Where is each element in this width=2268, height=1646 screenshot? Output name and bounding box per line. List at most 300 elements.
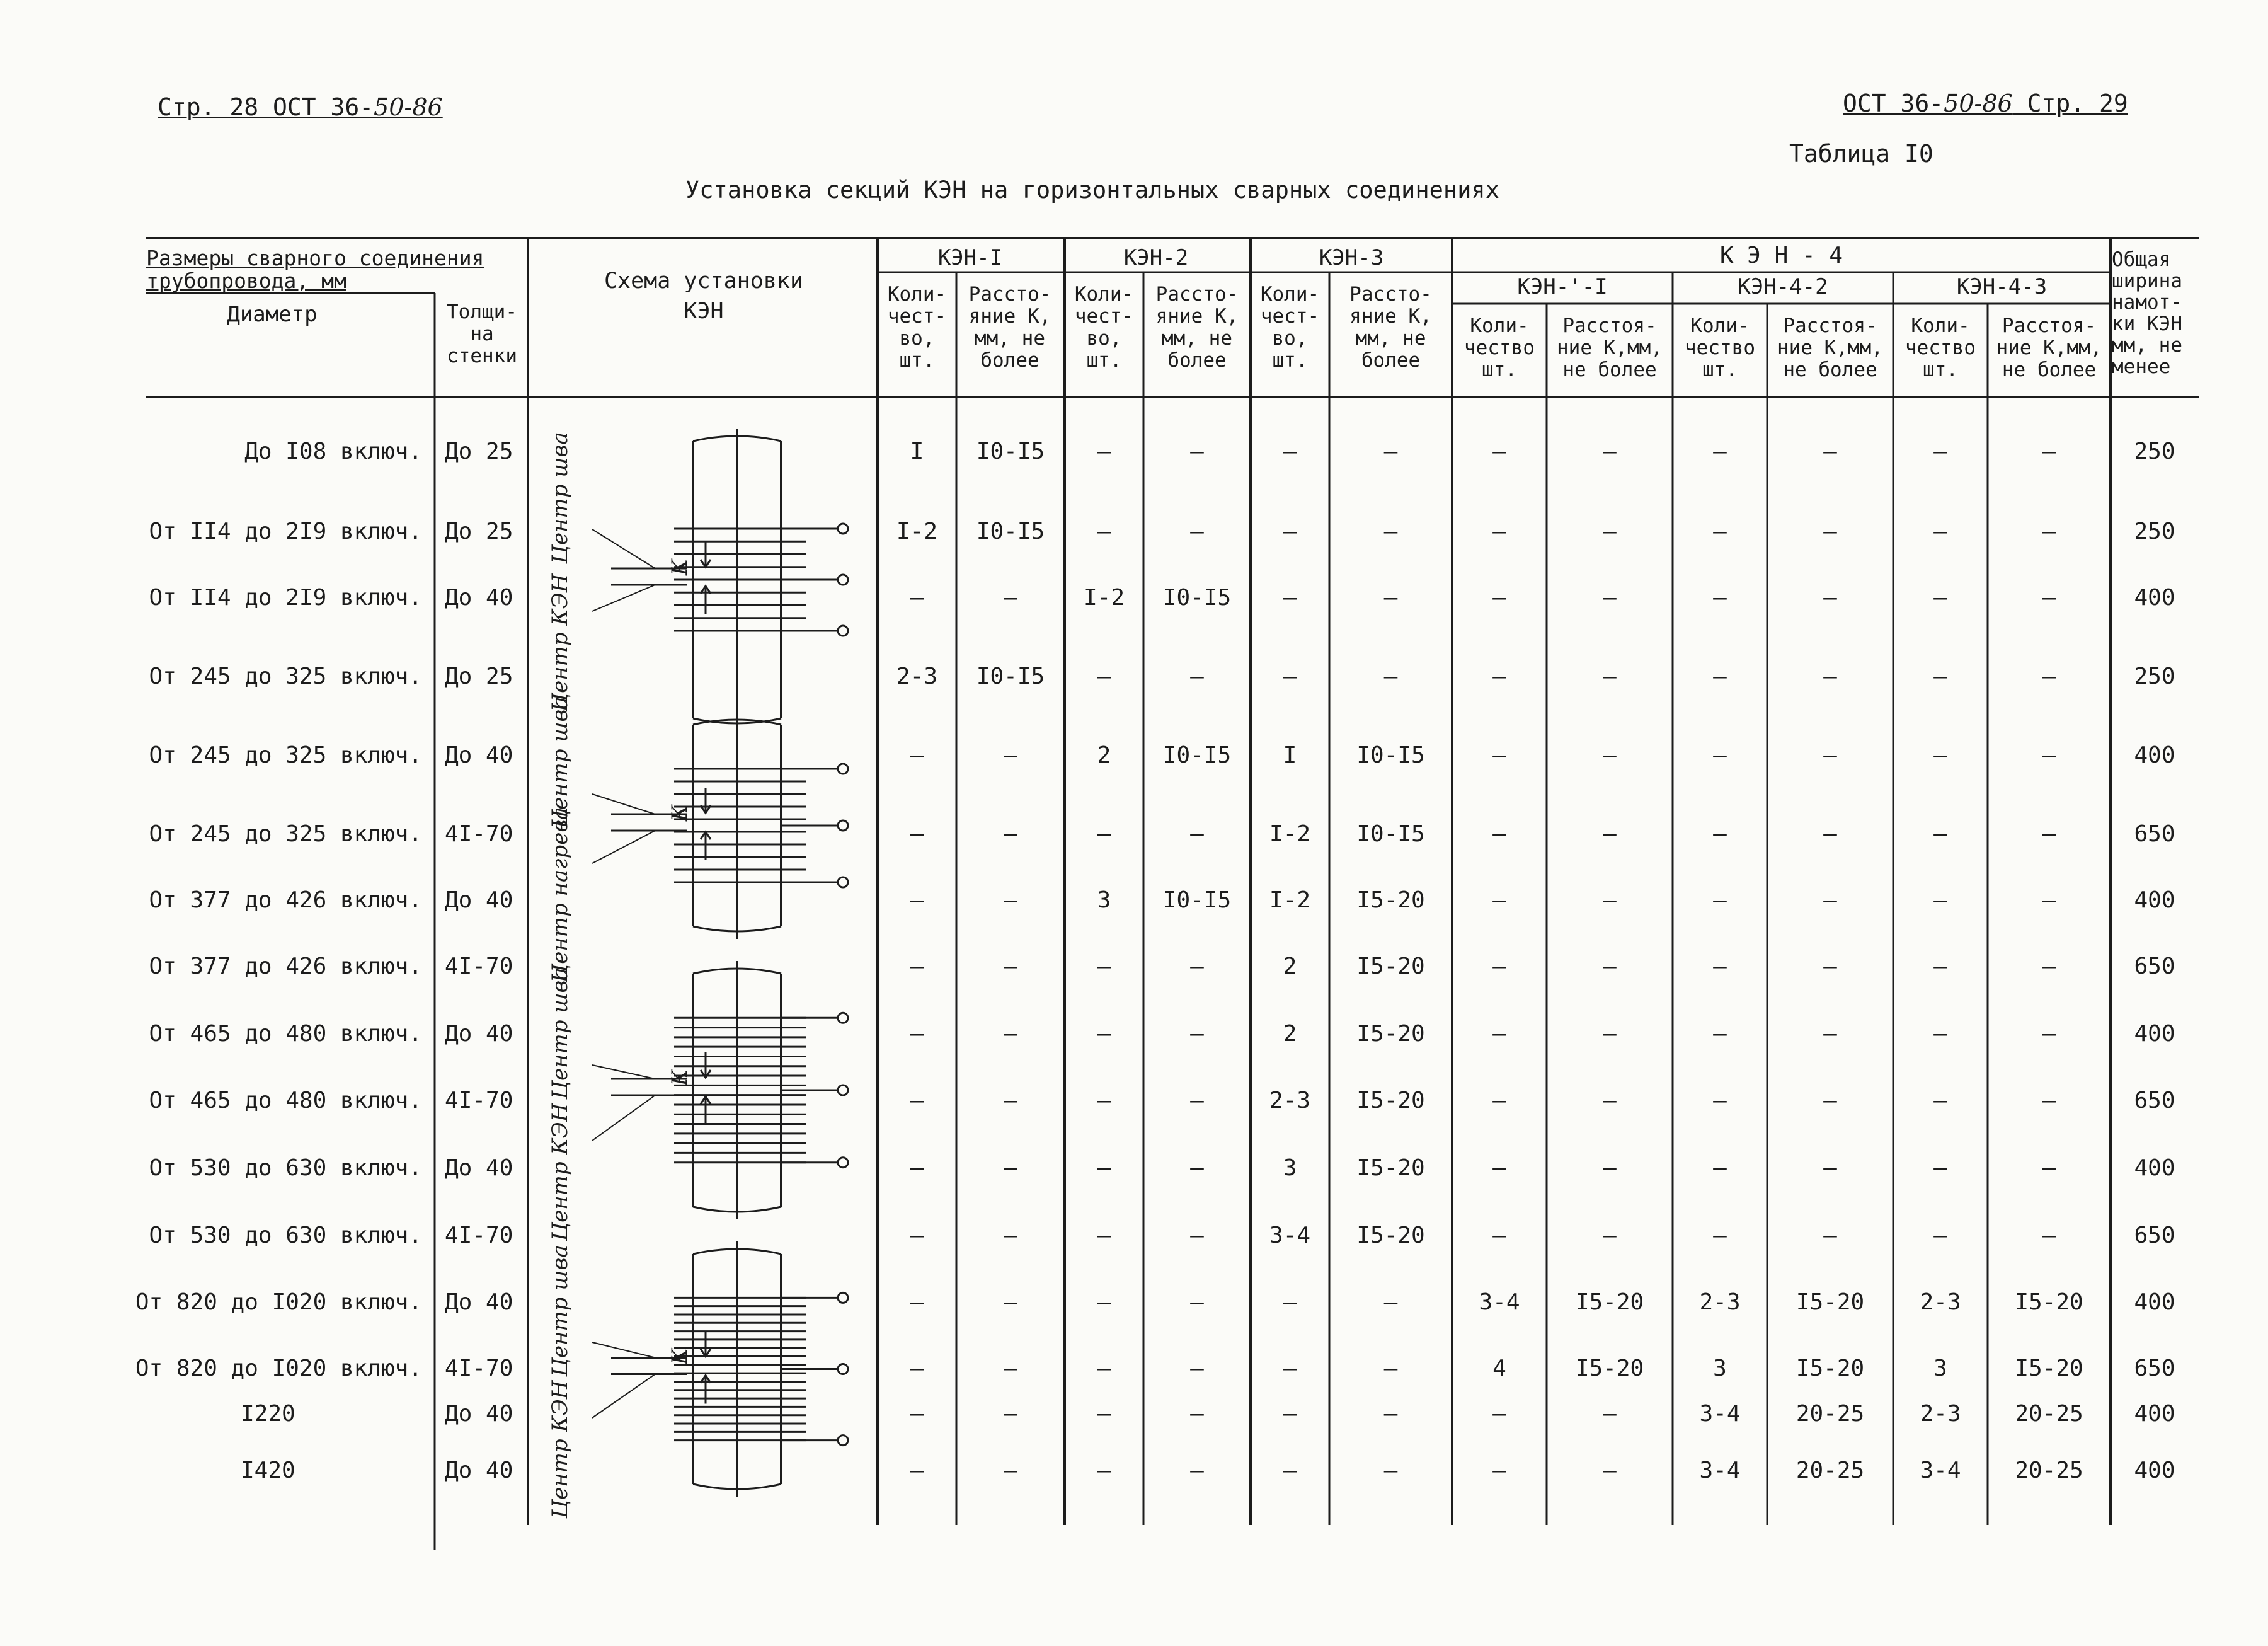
cell-value: – [1190, 1021, 1204, 1047]
cell-value: 650 [2134, 953, 2175, 979]
cell-value: – [1383, 1355, 1398, 1381]
cell-wall: До 40 [445, 1458, 513, 1483]
weld-centre-label: Центр шва [547, 1245, 573, 1377]
cell-value: 2 [1283, 953, 1297, 979]
cell-value: 2-3 [1920, 1289, 1961, 1315]
cell-value: – [1190, 1401, 1204, 1427]
cell-value: – [1933, 821, 1947, 847]
cell-wall: До 40 [445, 742, 513, 768]
terminal-icon [838, 1158, 848, 1168]
cell-value: I0-I5 [976, 439, 1045, 464]
header-ken2-dist: Рассто- яние К, мм, не более [1155, 283, 1239, 372]
cell-value: – [1492, 1401, 1506, 1427]
cell-value: I0-I5 [976, 519, 1045, 544]
cell-value: 3-4 [1269, 1223, 1311, 1248]
cell-value: – [2042, 1088, 2056, 1114]
cell-value: – [1283, 585, 1297, 611]
cell-wall: До 25 [445, 664, 513, 689]
cell-value: – [1492, 742, 1506, 768]
table-number: Таблица I0 [1789, 140, 1933, 168]
installation-scheme-diagram [547, 429, 848, 731]
k-dimension-label: К [667, 804, 692, 822]
cell-wall: До 40 [445, 1401, 513, 1427]
page-number-right: Стр. 29 [2012, 89, 2128, 117]
cell-value: – [1190, 1088, 1204, 1114]
cell-value: – [1097, 1355, 1111, 1381]
header-wall: Толщи- на стенки [447, 301, 517, 367]
header-ken4-2-dist: Расстоя- ние К,мм, не более [1777, 314, 1883, 381]
cell-value: I5-20 [1356, 887, 1425, 913]
cell-value: – [1283, 519, 1297, 544]
cell-diameter: От 377 до 426 включ. [149, 953, 422, 979]
cell-value: – [1004, 742, 1017, 768]
cell-value: I-2 [1083, 585, 1125, 611]
cell-value: – [1823, 585, 1837, 611]
cell-value: I5-20 [2015, 1289, 2083, 1315]
cell-value: – [1603, 1458, 1617, 1483]
cell-wall: 4I-70 [445, 953, 513, 979]
cell-value: – [1190, 1355, 1204, 1381]
cell-value: – [1097, 1223, 1111, 1248]
cell-value: – [2042, 664, 2056, 689]
cell-diameter: От 820 до I020 включ. [135, 1289, 422, 1315]
cell-value: – [1492, 664, 1506, 689]
cell-value: – [1004, 1223, 1017, 1248]
cell-value: I5-20 [1575, 1355, 1644, 1381]
cell-value: – [1097, 1155, 1111, 1181]
cell-value: – [1492, 1021, 1506, 1047]
cell-value: – [1823, 519, 1837, 544]
terminal-icon [838, 626, 848, 636]
cell-value: – [2042, 1223, 2056, 1248]
cell-value: – [1383, 1289, 1398, 1315]
cell-value: 650 [2134, 1355, 2175, 1381]
cell-value: – [1713, 1021, 1727, 1047]
header-ken1: КЭН-I [937, 245, 1003, 270]
cell-value: I5-20 [1356, 1155, 1425, 1181]
k-dimension-arrows [701, 788, 711, 860]
cell-wall: 4I-70 [445, 821, 513, 847]
cell-value: – [1383, 1401, 1398, 1427]
cell-value: – [1823, 1223, 1837, 1248]
terminal-icon [838, 1292, 848, 1303]
cell-value: 400 [2134, 585, 2175, 611]
cell-diameter: От 245 до 325 включ. [149, 664, 422, 689]
weld-centre-label: Центр шва [547, 696, 573, 829]
cell-value: 2-3 [1269, 1088, 1311, 1114]
cell-value: – [2042, 585, 2056, 611]
k-dimension-label: К [667, 558, 692, 576]
header-ken2: КЭН-2 [1123, 245, 1189, 270]
terminal-icon [838, 1085, 848, 1095]
cell-value: 2 [1283, 1021, 1297, 1047]
cell-value: – [1933, 1223, 1947, 1248]
cell-value: – [1713, 953, 1727, 979]
cell-value: I5-20 [1356, 1088, 1425, 1114]
cell-value: – [1603, 1223, 1617, 1248]
cell-value: – [910, 1088, 924, 1114]
cell-value: – [910, 1289, 924, 1315]
k-dimension-arrows [701, 1332, 711, 1404]
cell-value: I5-20 [1575, 1289, 1644, 1315]
cell-value: – [1933, 1021, 1947, 1047]
cell-value: – [1933, 1088, 1947, 1114]
cell-value: I-2 [1269, 887, 1311, 913]
cell-value: 20-25 [2015, 1458, 2083, 1483]
cell-value: – [910, 1401, 924, 1427]
cell-value: – [1190, 1289, 1204, 1315]
cell-value: – [910, 1355, 924, 1381]
cell-value: – [1492, 585, 1506, 611]
cell-value: – [1492, 1155, 1506, 1181]
cell-value: 3-4 [1699, 1401, 1741, 1427]
cell-value: – [1283, 1401, 1297, 1427]
handwritten-doc-number: 50-86 [374, 93, 443, 121]
cell-value: 3-4 [1699, 1458, 1741, 1483]
cell-value: I0-I5 [1162, 585, 1232, 611]
leader-line [592, 794, 655, 814]
header-ken4-2-qty: Коли- чество шт. [1685, 314, 1755, 381]
cell-value: – [2042, 439, 2056, 464]
cell-value: 250 [2134, 664, 2175, 689]
cell-value: – [1283, 439, 1297, 464]
cell-value: – [1190, 953, 1204, 979]
cell-value: 2 [1097, 742, 1111, 768]
cell-value: – [910, 742, 924, 768]
leader-line [592, 1065, 655, 1079]
header-size-group: Размеры сварного соединения трубопровода, мм [146, 246, 484, 293]
cell-value: – [910, 585, 924, 611]
cell-diameter: I220 [241, 1401, 295, 1427]
cell-value: – [1004, 1155, 1017, 1181]
cell-value: – [1190, 439, 1204, 464]
cell-diameter: I420 [241, 1458, 295, 1483]
cell-value: I-2 [896, 519, 938, 544]
cell-value: – [2042, 1021, 2056, 1047]
cell-value: – [1004, 1289, 1017, 1315]
cell-value: I5-20 [2015, 1355, 2083, 1381]
cell-value: – [1383, 519, 1398, 544]
cell-diameter: От 465 до 480 включ. [149, 1021, 422, 1047]
cell-value: – [910, 1021, 924, 1047]
cell-value: – [1383, 664, 1398, 689]
header-ken4-1-dist: Расстоя- ние К,мм, не более [1557, 314, 1663, 381]
header-ken4-1-qty: Коли- чество шт. [1464, 314, 1535, 381]
cell-value: I5-20 [1356, 1223, 1425, 1248]
header-total-width: Общая ширина намот- ки КЭН мм, не менее [2112, 248, 2182, 378]
header-ken4-2: КЭН-4-2 [1738, 274, 1828, 299]
cell-diameter: До I08 включ. [244, 439, 422, 464]
cell-value: – [1603, 519, 1617, 544]
cell-value: – [1603, 821, 1617, 847]
cell-wall: 4I-70 [445, 1223, 513, 1248]
cell-wall: До 40 [445, 1021, 513, 1047]
cell-value: – [1097, 1088, 1111, 1114]
heater-centre-label: Центр КЭН [547, 1103, 573, 1241]
cell-value: I0-I5 [976, 664, 1045, 689]
cell-value: – [1823, 1021, 1837, 1047]
k-dimension-arrows [701, 542, 711, 614]
cell-value: – [910, 1155, 924, 1181]
k-dimension-label: К [667, 1348, 692, 1365]
cell-value: – [910, 1223, 924, 1248]
cell-value: 20-25 [2015, 1401, 2083, 1427]
cell-value: 250 [2134, 519, 2175, 544]
handwritten-doc-number: 50-86 [1944, 89, 2013, 117]
cell-value: 3 [1283, 1155, 1297, 1181]
table-title: Установка секций КЭН на горизонтальных сварных соединениях [685, 176, 1499, 204]
cell-value: – [1190, 664, 1204, 689]
cell-value: – [1097, 664, 1111, 689]
cell-value: I0-I5 [1162, 742, 1232, 768]
cell-wall: До 25 [445, 519, 513, 544]
cell-value: 400 [2134, 1021, 2175, 1047]
cell-wall: До 40 [445, 1289, 513, 1315]
cell-value: – [1097, 519, 1111, 544]
heater-centre-label: Центр КЭН [547, 1380, 573, 1519]
leader-line [592, 529, 655, 568]
cell-value: – [1933, 585, 1947, 611]
terminal-icon [838, 1364, 848, 1374]
terminal-icon [838, 820, 848, 831]
header-ken3-dist: Рассто- яние К, мм, не более [1349, 283, 1432, 372]
cell-value: – [1603, 953, 1617, 979]
cell-value: – [1492, 1088, 1506, 1114]
cell-value: 3-4 [1920, 1458, 1961, 1483]
header-ken2-qty: Коли- чест- во, шт. [1074, 283, 1134, 372]
heater-centre-label: Центр нагрева [547, 807, 573, 983]
cell-value: – [1603, 1021, 1617, 1047]
cell-value: – [1283, 1289, 1297, 1315]
cell-value: – [1603, 1401, 1617, 1427]
k-dimension-label: К [667, 1069, 692, 1086]
cell-value: – [1004, 1355, 1017, 1381]
cell-diameter: От 377 до 426 включ. [149, 887, 422, 913]
cell-value: – [1190, 1223, 1204, 1248]
cell-value: – [1283, 664, 1297, 689]
terminal-icon [838, 764, 848, 774]
cell-value: – [1713, 585, 1727, 611]
cell-value: – [1097, 439, 1111, 464]
header-ken3-qty: Коли- чест- во, шт. [1260, 283, 1320, 372]
leader-line [592, 1374, 655, 1419]
cell-value: – [1004, 1401, 1017, 1427]
header-ken4: К Э Н - 4 [1719, 243, 1843, 268]
terminal-icon [838, 524, 848, 534]
cell-value: – [1603, 887, 1617, 913]
cell-value: 400 [2134, 1401, 2175, 1427]
weld-centre-label: Центр шва [547, 967, 573, 1100]
page-number-left: Стр. 28 ОСТ 36- [158, 93, 374, 121]
installation-scheme-diagram [547, 696, 848, 983]
cell-value: 2-3 [896, 664, 938, 689]
cell-value: – [2042, 953, 2056, 979]
cell-value: – [1603, 585, 1617, 611]
cell-value: I [910, 439, 924, 464]
cell-value: – [1097, 821, 1111, 847]
cell-value: – [1097, 1401, 1111, 1427]
cell-value: – [1383, 439, 1398, 464]
cell-value: – [1004, 887, 1017, 913]
cell-value: – [1713, 742, 1727, 768]
cell-value: – [1097, 1289, 1111, 1315]
cell-value: – [1823, 821, 1837, 847]
cell-value: – [910, 1458, 924, 1483]
cell-diameter: От 530 до 630 включ. [149, 1155, 422, 1181]
cell-value: – [1713, 1155, 1727, 1181]
header-ken1-qty: Коли- чест- во, шт. [887, 283, 947, 372]
leader-line [592, 1342, 655, 1358]
cell-value: – [910, 953, 924, 979]
cell-value: 650 [2134, 821, 2175, 847]
terminal-icon [838, 1013, 848, 1023]
cell-value: – [1492, 821, 1506, 847]
cell-diameter: От 465 до 480 включ. [149, 1088, 422, 1114]
cell-value: – [910, 887, 924, 913]
cell-value: – [1713, 1223, 1727, 1248]
cell-value: – [1823, 953, 1837, 979]
cell-value: – [2042, 821, 2056, 847]
cell-wall: До 40 [445, 887, 513, 913]
cell-diameter: От 245 до 325 включ. [149, 821, 422, 847]
cell-value: I [1283, 742, 1297, 768]
cell-value: 250 [2134, 439, 2175, 464]
cell-value: – [2042, 1155, 2056, 1181]
cell-value: – [1823, 887, 1837, 913]
cell-value: – [1383, 1458, 1398, 1483]
leader-line [592, 1095, 655, 1141]
cell-value: – [1004, 1021, 1017, 1047]
cell-value: – [1492, 1458, 1506, 1483]
cell-value: – [1097, 1458, 1111, 1483]
cell-value: – [1492, 953, 1506, 979]
cell-value: 400 [2134, 887, 2175, 913]
cell-value: – [1190, 821, 1204, 847]
cell-value: 3 [1713, 1355, 1727, 1381]
cell-value: – [1283, 1458, 1297, 1483]
cell-value: – [2042, 519, 2056, 544]
leader-line [592, 831, 655, 863]
cell-value: – [1933, 519, 1947, 544]
cell-value: 2-3 [1699, 1289, 1741, 1315]
cell-value: – [2042, 742, 2056, 768]
cell-value: I-2 [1269, 821, 1311, 847]
cell-value: – [1933, 1155, 1947, 1181]
cell-value: – [1933, 439, 1947, 464]
header-ken4-3: КЭН-4-3 [1956, 274, 2048, 299]
cell-value: – [1823, 1088, 1837, 1114]
cell-wall: До 40 [445, 1155, 513, 1181]
cell-value: 20-25 [1796, 1401, 1865, 1427]
cell-value: – [1004, 1458, 1017, 1483]
cell-value: – [1823, 439, 1837, 464]
cell-value: 400 [2134, 1155, 2175, 1181]
cell-value: 2-3 [1920, 1401, 1961, 1427]
cell-value: – [1004, 953, 1017, 979]
cell-value: – [1492, 439, 1506, 464]
header-ken4-1: КЭН-'-I [1517, 274, 1608, 299]
cell-diameter: От 245 до 325 включ. [149, 742, 422, 768]
cell-value: 20-25 [1796, 1458, 1865, 1483]
cell-value: – [1097, 953, 1111, 979]
cell-value: – [1383, 585, 1398, 611]
cell-value: – [1492, 519, 1506, 544]
cell-value: 650 [2134, 1088, 2175, 1114]
cell-diameter: От 530 до 630 включ. [149, 1223, 422, 1248]
cell-value: – [1603, 1155, 1617, 1181]
cell-value: – [1823, 664, 1837, 689]
cell-value: – [1283, 1355, 1297, 1381]
heater-centre-label: Центр КЭН [547, 573, 573, 712]
cell-value: – [1004, 1088, 1017, 1114]
installation-scheme-diagram [547, 1241, 848, 1519]
cell-value: – [1713, 439, 1727, 464]
cell-value: – [1713, 821, 1727, 847]
cell-value: – [1933, 953, 1947, 979]
cell-value: 400 [2134, 1458, 2175, 1483]
cell-value: – [1190, 519, 1204, 544]
cell-value: – [910, 821, 924, 847]
cell-diameter: От 820 до I020 включ. [135, 1355, 422, 1381]
terminal-icon [838, 575, 848, 585]
terminal-icon [838, 877, 848, 887]
cell-value: – [1492, 1223, 1506, 1248]
weld-centre-label: Центр шва [547, 432, 573, 564]
cell-value: – [1933, 887, 1947, 913]
header-diameter: Диаметр [227, 302, 318, 327]
cell-value: – [2042, 887, 2056, 913]
header-ken1-dist: Рассто- яние К, мм, не более [968, 283, 1051, 372]
cell-value: 3 [1097, 887, 1111, 913]
cell-value: I0-I5 [1356, 821, 1425, 847]
installation-scheme-diagram [547, 961, 848, 1241]
cell-value: – [1823, 742, 1837, 768]
doc-code-right: ОСТ 36- [1843, 89, 1944, 117]
cell-value: – [1492, 887, 1506, 913]
cell-value: I5-20 [1356, 1021, 1425, 1047]
cell-value: – [1190, 1458, 1204, 1483]
cell-value: – [1004, 821, 1017, 847]
cell-value: 4 [1492, 1355, 1506, 1381]
cell-wall: 4I-70 [445, 1355, 513, 1381]
cell-value: I0-I5 [1162, 887, 1232, 913]
cell-value: 3 [1933, 1355, 1947, 1381]
cell-value: I0-I5 [1356, 742, 1425, 768]
cell-value: – [1097, 1021, 1111, 1047]
cell-value: – [1190, 1155, 1204, 1181]
cell-value: – [1713, 519, 1727, 544]
cell-value: – [1004, 585, 1017, 611]
cell-value: – [1713, 887, 1727, 913]
cell-value: 400 [2134, 1289, 2175, 1315]
cell-value: I5-20 [1796, 1289, 1865, 1315]
cell-value: 650 [2134, 1223, 2175, 1248]
cell-value: – [1823, 1155, 1837, 1181]
cell-value: 400 [2134, 742, 2175, 768]
cell-wall: 4I-70 [445, 1088, 513, 1114]
cell-value: – [1603, 1088, 1617, 1114]
cell-value: – [1603, 439, 1617, 464]
header-ken4-3-qty: Коли- чество шт. [1905, 314, 1976, 381]
cell-value: – [1933, 664, 1947, 689]
terminal-icon [838, 1436, 848, 1446]
header-ken3: КЭН-3 [1319, 245, 1384, 270]
cell-diameter: От II4 до 2I9 включ. [149, 519, 422, 544]
cell-value: 3-4 [1479, 1289, 1520, 1315]
cell-value: I5-20 [1796, 1355, 1865, 1381]
cell-value: – [1933, 742, 1947, 768]
header-ken4-3-dist: Расстоя- ние К,мм, не более [1996, 314, 2102, 381]
